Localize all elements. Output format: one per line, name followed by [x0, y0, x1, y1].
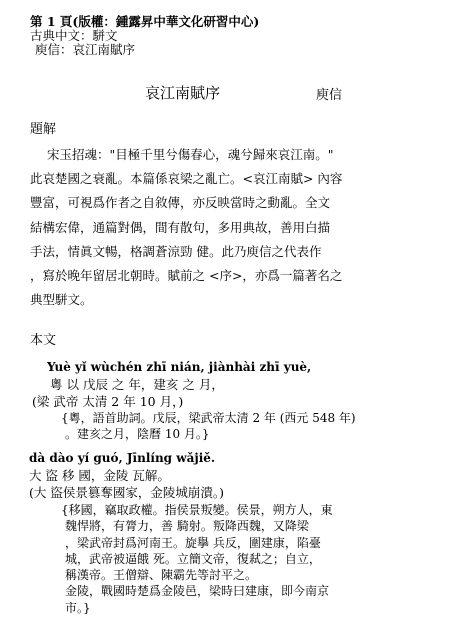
note-line: 金陵，戰國時楚爲金陵邑，梁時曰建康，即今南京: [65, 584, 330, 599]
passage2-notes: [61, 502, 333, 616]
passage1-chinese: 粵 以 戊辰 之 年，建亥 之 月，: [50, 377, 224, 392]
note-line: {移國，竊取政權。指侯景叛變。侯景，朔方人，東: [61, 503, 333, 517]
section-heading-intro: 題解: [30, 122, 57, 137]
section-heading-text: 本文: [30, 333, 57, 348]
intro-line: 手法，情眞文暢，格調蒼涼勁 健。此乃庾信之代表作: [30, 243, 322, 259]
page-number-line: 第 1 頁(版權：鍾露昇中華文化研習中心): [30, 14, 260, 29]
note-line: 。建亥之月，陰曆 10 月。}: [65, 427, 210, 442]
note-line: 城，武帝被逼餓 死。立簡文帝，復弒之；自立，: [65, 551, 321, 566]
passage1-pinyin: Yuè yǐ wùchén zhī nián, jiànhài zhī yuè,: [47, 360, 312, 374]
passage1-gloss: (梁 武帝 太清 2 年 10 月，): [32, 394, 184, 409]
passage2-gloss: (大 盜侯景篡奪國家，金陵城崩潰。): [29, 485, 224, 500]
intro-line: ，寫於晚年留居北朝時。賦前之 <序>，亦爲一篇著名之: [30, 268, 343, 284]
intro-line: 宋玉招魂："目極千里兮傷春心，魂兮歸來哀江南。": [47, 147, 334, 162]
note-line: 稱漢帝。王僧辯、陳霸先等討平之。: [65, 568, 258, 583]
title-text: 哀江南賦序: [145, 84, 221, 102]
note-line: 市。}: [65, 600, 91, 615]
note-line: 魏悍將，有膂力，善 騎射。叛降西魏，又降梁: [65, 519, 309, 534]
passage2-pinyin: dà dào yí guó, Jīnlíng wǎjiě.: [29, 451, 216, 465]
note-line: ，梁武帝封爲河南王。旋擧 兵反，圍建康，陷臺: [65, 535, 321, 550]
intro-line: 此哀楚國之衰亂。本篇係哀梁之亂亡。<哀江南賦> 內容: [30, 171, 343, 187]
intro-line: 結構宏偉，通篇對偶，間有散句，多用典故，善用白描: [30, 219, 331, 235]
category-line: 古典中文：駢文: [30, 28, 118, 43]
intro-line: 豐富，可視爲作者之自敘傳，亦反映當時之動亂。全文: [30, 195, 331, 211]
intro-paragraph: [30, 143, 430, 312]
intro-line: 典型駢文。: [30, 292, 93, 308]
passage2-chinese: 大 盜 移 國，金陵 瓦解。: [29, 468, 170, 483]
source-line: 庾信：哀江南賦序: [35, 42, 136, 57]
title-author: 庾信: [316, 88, 343, 103]
passage1-notes: [61, 410, 356, 443]
note-line: {粵，語首助詞。戊辰，梁武帝太清 2 年 (西元 548 年): [61, 411, 356, 425]
